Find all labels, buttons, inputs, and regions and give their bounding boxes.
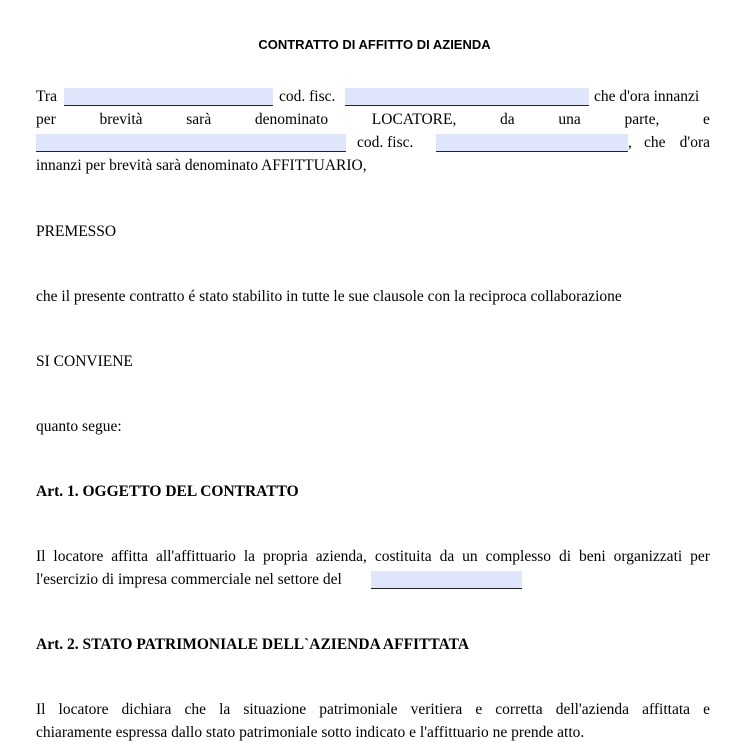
word: dell'azienda	[555, 701, 630, 718]
word: all'affittuario	[155, 548, 236, 565]
locatore-codfisc-field[interactable]	[345, 88, 589, 106]
party-dora: d'ora	[679, 134, 710, 151]
settore-field[interactable]	[371, 571, 522, 589]
word: locatore	[58, 701, 109, 718]
word: LOCATORE,	[371, 111, 457, 128]
art1-line1	[36, 548, 710, 566]
document-title: CONTRATTO DI AFFITTO DI AZIENDA	[258, 37, 491, 52]
word: corretta	[495, 701, 543, 718]
si-conviene-heading: SI CONVIENE	[36, 353, 133, 370]
party-line4: innanzi per brevità sarà denominato AFFITTUARIO,	[36, 157, 367, 174]
word: parte,	[624, 111, 660, 128]
party-comma: ,	[628, 134, 632, 151]
word: situazione	[243, 701, 307, 718]
word: complesso	[485, 548, 552, 565]
word: denominato	[254, 111, 329, 128]
word: per	[36, 111, 56, 128]
premesso-heading: PREMESSO	[36, 223, 117, 240]
art2-line2: chiaramente espressa dallo stato patrimoniale sotto indicato e l'affittuario ne prende atto.	[36, 724, 585, 741]
party-tra: Tra	[36, 88, 57, 105]
word: Il	[36, 548, 46, 565]
word: organizzati	[613, 548, 683, 565]
art1-heading: Art. 1. OGGETTO DEL CONTRATTO	[36, 483, 299, 500]
word: per	[690, 548, 710, 565]
word: brevità	[99, 111, 143, 128]
word: veritiera	[410, 701, 463, 718]
word: Il	[36, 701, 46, 718]
word: la	[219, 701, 231, 718]
word: beni	[578, 548, 606, 565]
art1-line2: l'esercizio di impresa commerciale nel settore del	[36, 571, 342, 588]
word: azienda,	[315, 548, 367, 565]
quanto-segue-text: quanto segue:	[36, 418, 122, 435]
word: da	[439, 548, 455, 565]
word: di	[558, 548, 572, 565]
word: sarà	[186, 111, 212, 128]
affittuario-name-field[interactable]	[36, 134, 346, 152]
word: e	[703, 701, 710, 718]
locatore-codfisc-label: cod. fisc.	[279, 88, 336, 105]
word: un	[462, 548, 478, 565]
art2-line1	[36, 701, 710, 719]
word: affittata	[642, 701, 691, 718]
word: patrimoniale	[319, 701, 398, 718]
word: e	[475, 701, 483, 718]
locatore-name-field[interactable]	[64, 88, 273, 106]
affittuario-codfisc-label: cod. fisc.	[357, 134, 414, 151]
party-line2	[36, 111, 710, 129]
party-line1-end: che d'ora innanzi	[594, 88, 700, 105]
word: dichiara	[121, 701, 172, 718]
word: costituita	[374, 548, 432, 565]
affittuario-codfisc-field[interactable]	[436, 134, 628, 152]
word: la	[243, 548, 256, 565]
word: propria	[262, 548, 308, 565]
premesso-text: che il presente contratto é stato stabilito in tutte le sue clausole con la reciproca collaborazione	[36, 288, 622, 305]
word: una	[558, 111, 581, 128]
word: affitta	[111, 548, 148, 565]
party-che: che	[644, 134, 666, 151]
art2-heading: Art. 2. STATO PATRIMONIALE DELL`AZIENDA AFFITTATA	[36, 636, 470, 653]
word: locatore	[53, 548, 104, 565]
word: da	[500, 111, 515, 128]
word: che	[184, 701, 207, 718]
word: e	[703, 111, 710, 128]
